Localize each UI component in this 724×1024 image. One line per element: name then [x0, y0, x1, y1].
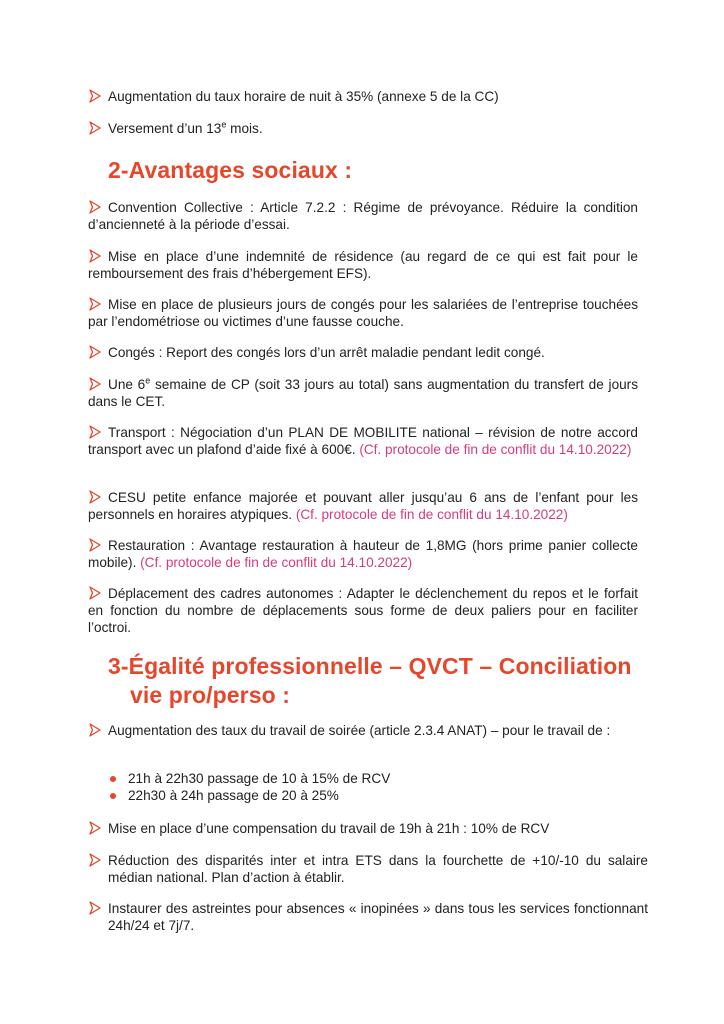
list-item: Instaurer des astreintes pour absences « inopinées » dans tous les services fonctionnant 24h/24 et 7j/7. [88, 900, 648, 934]
sub-list-item: 21h à 22h30 passage de 10 à 15% de RCV [108, 770, 390, 787]
list-item: Augmentation des taux du travail de soirée (article 2.3.4 ANAT) – pour le travail de : [88, 722, 648, 739]
arrow-bullet-icon [88, 297, 102, 311]
protocol-reference: (Cf. protocole de fin de conflit du 14.10.2022) [295, 507, 568, 522]
section-title: 2-Avantages sociaux : [108, 157, 353, 183]
list-item [88, 376, 638, 410]
list-item: Déplacement des cadres autonomes : Adapter le déclenchement du repos et le forfait en fonction du nombre de déplacements sous forme de deux paliers pour en faciliter l’octroi. [88, 586, 638, 635]
arrow-bullet-icon [88, 377, 102, 391]
list-item [88, 120, 628, 137]
arrow-bullet-icon [88, 425, 102, 439]
list-item: Augmentation du taux horaire de nuit à 35% (annexe 5 de la CC) [88, 88, 628, 105]
arrow-bullet-icon [88, 121, 102, 135]
sub-list-item: 22h30 à 24h passage de 20 à 25% [108, 787, 390, 804]
arrow-bullet-icon [88, 345, 102, 359]
arrow-bullet-icon [88, 723, 102, 737]
sub-bullet-list [108, 770, 390, 804]
list-item: CESU petite enfance majorée et pouvant aller jusqu’au 6 ans de l’enfant pour les personnels en horaires atypiques. (Cf. protocole de fin de conflit du 14.10.2022) [88, 490, 638, 522]
arrow-bullet-icon [88, 490, 102, 504]
list-item: Transport : Négociation d’un PLAN DE MOBILITE national – révision de notre accord transport avec un plafond d’aide fixé à 600€. (Cf. protocole de fin de conflit du 14.10.2022) [88, 425, 638, 457]
protocol-reference: (Cf. protocole de fin de conflit du 14.10.2022) [359, 442, 632, 457]
list-item: Convention Collective : Article 7.2.2 : Régime de prévoyance. Réduire la condition d’ancienneté à la période d’essai. [88, 200, 638, 232]
arrow-bullet-icon [88, 89, 102, 103]
dot-bullet-icon [110, 776, 116, 782]
list-item: Réduction des disparités inter et intra ETS dans la fourchette de +10/-10 du salaire médian national. Plan d’action à établir. [88, 852, 648, 886]
list-item: Mise en place d’une compensation du travail de 19h à 21h : 10% de RCV [88, 820, 648, 837]
list-item-text: Une 6e semaine de CP (soit 33 jours au total) sans augmentation du transfert de jours dans le CET. [88, 375, 639, 409]
arrow-bullet-icon [88, 200, 102, 214]
list-item: Restauration : Avantage restauration à hauteur de 1,8MG (hors prime panier collecte mobile). (Cf. protocole de fin de conflit du 14.10.2022) [88, 538, 638, 570]
list-item: Congés : Report des congés lors d’un arrêt maladie pendant ledit congé. [88, 344, 638, 361]
arrow-bullet-icon [88, 538, 102, 552]
arrow-bullet-icon [88, 821, 102, 835]
protocol-reference: (Cf. protocole de fin de conflit du 14.10.2022) [140, 555, 413, 570]
list-item-text: Versement d’un 13e mois. [108, 119, 263, 136]
arrow-bullet-icon [88, 853, 102, 867]
arrow-bullet-icon [88, 586, 102, 600]
section-title: 3-Égalité professionnelle – QVCT – Conciliation [108, 653, 632, 679]
arrow-bullet-icon [88, 249, 102, 263]
list-item: Mise en place de plusieurs jours de congés pour les salariées de l’entreprise touchées par l’endométriose ou victimes d’une fausse couche. [88, 297, 638, 329]
list-item: Mise en place d’une indemnité de résidence (au regard de ce qui est fait pour le remboursement des frais d’hébergement EFS). [88, 249, 638, 281]
arrow-bullet-icon [88, 901, 102, 915]
section-title-continued: vie pro/perso : [130, 682, 290, 708]
dot-bullet-icon [110, 793, 116, 799]
